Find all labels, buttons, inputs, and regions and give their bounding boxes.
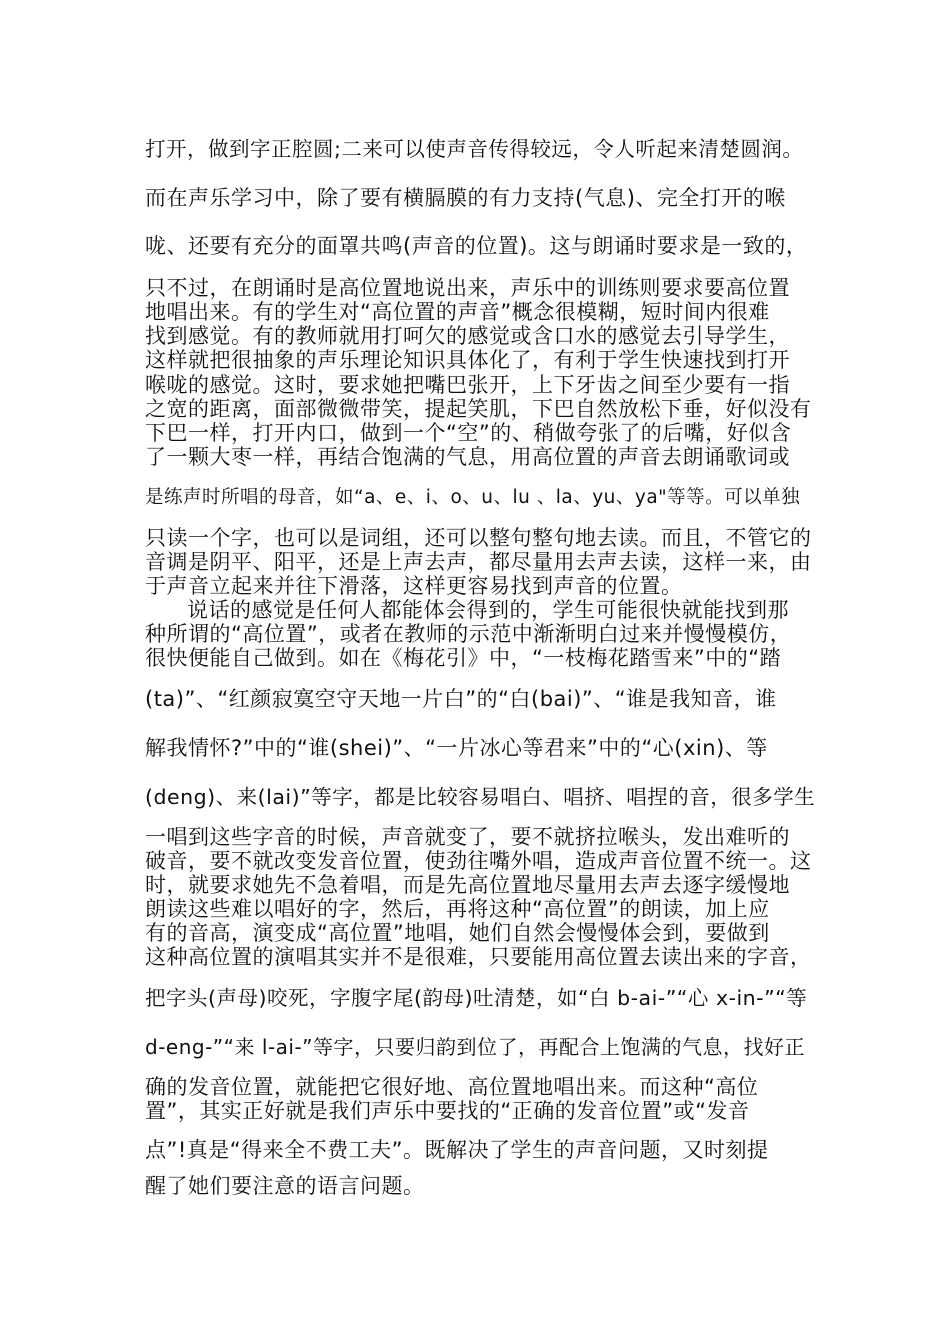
text-line: 咙、还要有充分的面罩共鸣(声音的位置)。这与朗诵时要求是一致的，	[145, 234, 808, 258]
text-line: 朗读这些难以唱好的字，然后，再将这种“高位置”的朗读，加上应	[145, 897, 770, 921]
text-line: 而在声乐学习中，除了要有横膈膜的有力支持(气息)、完全打开的喉	[145, 186, 786, 210]
text-line: 一唱到这些字音的时候，声音就变了，要不就挤拉喉头，发出难听的	[145, 825, 790, 849]
text-line: 了一颗大枣一样，再结合饱满的气息，用高位置的声音去朗诵歌词或	[145, 445, 790, 469]
text-line: 很快便能自己做到。如在《梅花引》中，“一枝梅花踏雪来”中的“踏	[145, 646, 782, 670]
text-line: 醒了她们要注意的语言问题。	[145, 1174, 425, 1198]
text-line: 地唱出来。有的学生对“高位置的声音”概念很模糊，短时间内很难	[145, 300, 770, 324]
text-line: 把字头(声母)咬死，字腹字尾(韵母)吐清楚，如“白 b-ai-”“心 x-in-”“等	[145, 986, 808, 1010]
text-line: 只读一个字，也可以是词组，还可以整句整句地去读。而且，不管它的	[145, 526, 812, 550]
text-line: 喉咙的感觉。这时，要求她把嘴巴张开，上下牙齿之间至少要有一指	[145, 373, 790, 397]
text-line: 有的音高，演变成“高位置”地唱，她们自然会慢慢体会到，要做到	[145, 921, 770, 945]
text-line: 是练声时所唱的母音，如“a、e、i、o、u、lu 、la、yu、ya"等等。可以单独	[145, 487, 801, 508]
text-line: 打开，做到字正腔圆;二来可以使声音传得较远，令人听起来清楚圆润。	[145, 137, 804, 161]
text-line: 于声音立起来并往下滑落，这样更容易找到声音的位置。	[145, 574, 683, 598]
text-line: 之宽的距离，面部微微带笑，提起笑肌，下巴自然放松下垂，好似没有	[145, 397, 812, 421]
text-line: (deng)、来(lai)”等字，都是比较容易唱白、唱挤、唱捏的音，很多学生	[145, 785, 816, 809]
text-line: 只不过，在朗诵时是高位置地说出来，声乐中的训练则要求要高位置	[145, 276, 790, 300]
text-line: 下巴一样，打开内口，做到一个“空”的、稍做夸张了的后嘴，好似含	[145, 421, 792, 445]
text-line: 确的发音位置，就能把它很好地、高位置地唱出来。而这种“高位	[145, 1075, 759, 1099]
text-line: d-eng-”“来 l-ai-”等字，只要归韵到位了，再配合上饱满的气息，找好正	[145, 1035, 806, 1059]
text-line: 这种高位置的演唱其实并不是很难，只要能用高位置去读出来的字音，	[145, 945, 812, 969]
text-line: (ta)”、“红颜寂寞空守天地一片白”的“白(bai)”、“谁是我知音，谁	[145, 687, 777, 711]
text-line: 这样就把很抽象的声乐理论知识具体化了，有利于学生快速找到打开	[145, 348, 790, 372]
text-line: 种所谓的“高位置”，或者在教师的示范中渐渐明白过来并慢慢模仿，	[145, 622, 792, 646]
text-line: 点”!真是“得来全不费工夫”。既解决了学生的声音问题，又时刻提	[145, 1138, 769, 1162]
text-line: 音调是阴平、阳平，还是上声去声，都尽量用去声去读，这样一来，由	[145, 550, 812, 574]
text-line: 破音，要不就改变发音位置，使劲往嘴外唱，造成声音位置不统一。这	[145, 849, 812, 873]
text-line: 说话的感觉是任何人都能体会得到的，学生可能很快就能找到那	[187, 598, 789, 622]
text-line: 解我情怀?”中的“谁(shei)”、“一片冰心等君来”中的“心(xin)、等	[145, 736, 768, 760]
text-line: 时，就要求她先不急着唱，而是先高位置地尽量用去声去逐字缓慢地	[145, 873, 790, 897]
text-line: 置”，其实正好就是我们声乐中要找的“正确的发音位置”或“发音	[145, 1099, 750, 1123]
text-line: 找到感觉。有的教师就用打呵欠的感觉或含口水的感觉去引导学生，	[145, 324, 790, 348]
